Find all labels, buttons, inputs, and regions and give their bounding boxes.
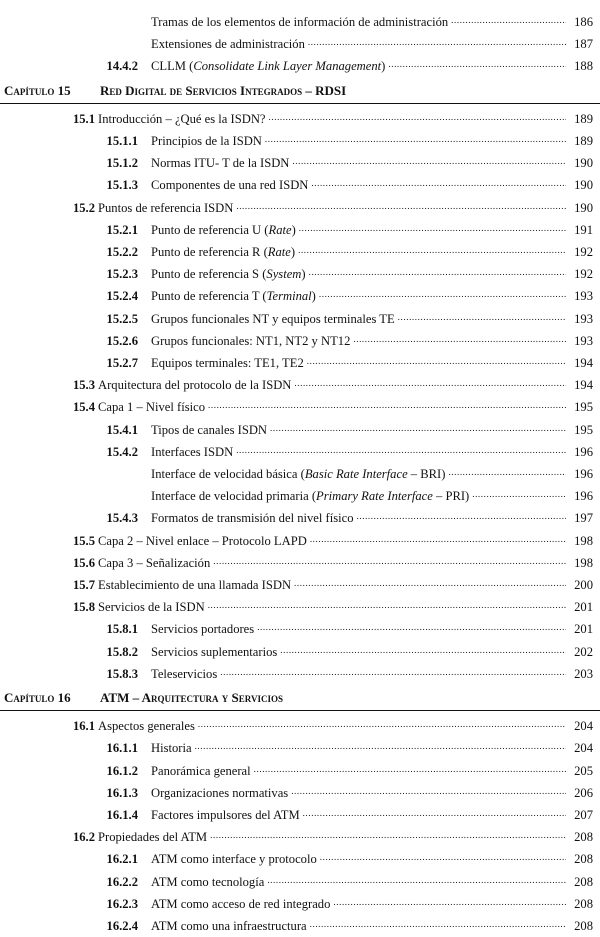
dot-leader	[303, 805, 566, 820]
title-text: – PRI)	[432, 489, 470, 504]
section-title	[151, 267, 306, 282]
toc-entry-line	[151, 667, 593, 682]
page-number: 208	[574, 852, 593, 867]
dot-leader	[213, 553, 566, 568]
section-number: 15.8.3	[106, 666, 138, 681]
toc-entry[interactable]	[0, 897, 600, 915]
section-title: ATM como una infraestructura	[151, 919, 307, 933]
toc-entry[interactable]	[0, 156, 600, 174]
toc-entry[interactable]	[0, 178, 600, 196]
toc-entry[interactable]	[0, 875, 600, 893]
toc-entry[interactable]	[0, 645, 600, 663]
toc-entry[interactable]	[0, 245, 600, 263]
section-number: 15.1.1	[106, 134, 138, 148]
toc-entry-line	[151, 622, 593, 637]
page-number: 195	[574, 400, 593, 415]
page-number: 186	[574, 15, 593, 29]
toc-entry[interactable]	[0, 467, 600, 485]
title-italic: Basic Rate Interface	[304, 467, 408, 481]
toc-entry-line	[151, 59, 593, 74]
page-number: 207	[574, 808, 593, 822]
dot-leader	[308, 34, 566, 49]
title-text: CLLM (	[151, 59, 194, 74]
dot-leader	[236, 198, 566, 213]
toc-entry[interactable]	[0, 223, 600, 241]
toc-entry-line	[151, 178, 593, 193]
toc-entry[interactable]	[0, 334, 600, 352]
dot-leader	[309, 264, 566, 279]
title-text: )	[311, 289, 316, 304]
section-number: 15.8.2	[106, 644, 138, 659]
toc-entry-line	[151, 223, 593, 238]
toc-entry[interactable]	[0, 919, 600, 937]
toc-entry-line	[151, 919, 593, 934]
section-title	[151, 245, 295, 260]
page-number: 201	[574, 600, 593, 615]
page-number: 203	[574, 666, 593, 681]
toc-entry-line	[151, 267, 593, 282]
toc-entry[interactable]	[0, 423, 600, 441]
title-text: )	[301, 267, 306, 282]
section-title: Propiedades del ATM	[98, 830, 208, 845]
toc-entry-line	[98, 534, 593, 549]
section-number: 16.1.4	[106, 808, 138, 822]
section-title: Grupos funcionales: NT1, NT2 y NT12	[151, 333, 351, 348]
section-number: 15.5	[72, 533, 95, 548]
section-number: 15.2.1	[106, 222, 138, 237]
dot-leader	[320, 849, 566, 864]
toc-entry-line	[151, 764, 593, 779]
page-number: 202	[574, 644, 593, 659]
section-number: 15.1.3	[106, 178, 138, 193]
toc-entry-line	[98, 719, 593, 734]
dot-leader	[333, 894, 566, 909]
section-title: Capa 1 – Nivel físico	[98, 400, 206, 415]
page-number: 204	[574, 719, 593, 734]
section-title: Principios de la ISDN	[151, 134, 262, 148]
title-italic: Consolidate Link Layer Management	[193, 59, 382, 74]
page-number: 198	[574, 555, 593, 570]
page-number: 208	[574, 919, 593, 933]
section-title: Grupos funcionales NT y equipos terminales TE	[151, 311, 395, 326]
section-title	[151, 289, 316, 304]
toc-entry-line	[151, 356, 593, 371]
page-number: 201	[574, 622, 593, 637]
chapter-title: ATM – Arquitectura y Servicios	[100, 690, 283, 705]
toc-entry[interactable]	[0, 786, 600, 804]
toc-entry-line	[151, 808, 593, 823]
dot-leader	[269, 109, 566, 124]
section-number: 15.4.1	[106, 422, 138, 437]
section-number: 15.4	[72, 400, 95, 415]
toc-entry[interactable]	[0, 59, 600, 77]
dot-leader	[257, 619, 566, 634]
page-number: 189	[574, 111, 593, 126]
toc-entry-line	[151, 897, 593, 912]
section-title: Tipos de canales ISDN	[151, 422, 268, 437]
toc-entry[interactable]	[0, 356, 600, 374]
section-title: ATM como interface y protocolo	[151, 852, 317, 867]
title-text: )	[291, 222, 296, 237]
toc-entry[interactable]	[0, 719, 600, 737]
section-number: 14.4.2	[106, 59, 138, 74]
section-number: 15.7	[72, 578, 95, 592]
page-number: 190	[574, 200, 593, 215]
page-number: 196	[574, 489, 593, 504]
section-number: 15.2.4	[106, 289, 138, 304]
title-text: Punto de referencia R (	[151, 245, 268, 259]
section-number: 15.1	[72, 111, 95, 126]
toc-entry[interactable]	[0, 667, 600, 685]
section-title: Tramas de los elementos de información de administración	[151, 15, 449, 29]
toc-entry[interactable]	[0, 267, 600, 285]
toc-entry-line	[98, 830, 593, 845]
dot-leader	[291, 783, 566, 798]
dot-leader	[353, 331, 566, 346]
toc-entry-line	[151, 852, 593, 867]
section-number: 15.1.2	[106, 156, 138, 171]
dot-leader	[451, 12, 566, 27]
section-title: Equipos terminales: TE1, TE2	[151, 356, 304, 370]
section-number: 16.1.1	[106, 741, 138, 756]
dot-leader	[307, 353, 566, 368]
page-number: 187	[574, 37, 593, 52]
section-title: Arquitectura del protocolo de la ISDN	[98, 378, 292, 393]
toc-entry[interactable]	[0, 134, 600, 152]
toc-entry-line	[98, 400, 593, 415]
toc-entry-line	[98, 556, 593, 571]
section-title: ATM como tecnología	[151, 874, 265, 889]
page-number: 188	[574, 59, 593, 74]
chapter-heading	[0, 83, 600, 104]
title-italic: Terminal	[266, 289, 312, 304]
toc-entry[interactable]	[0, 445, 600, 463]
toc-entry-line	[151, 156, 593, 171]
toc-entry-line	[151, 489, 593, 504]
dot-leader	[292, 153, 566, 168]
title-italic: System	[266, 267, 302, 282]
dot-leader	[280, 642, 566, 657]
section-number: 15.2	[72, 200, 95, 215]
page-number: 197	[574, 511, 593, 526]
section-number: 16.2.3	[106, 896, 138, 911]
toc-entry[interactable]	[0, 578, 600, 596]
page-number: 191	[574, 222, 593, 237]
section-number: 16.2	[72, 830, 95, 845]
page-number: 195	[574, 422, 593, 437]
section-number: 15.6	[72, 555, 95, 570]
toc-entry[interactable]	[0, 289, 600, 307]
dot-leader	[198, 716, 566, 731]
toc-entry-line	[151, 134, 593, 149]
toc-entry-line	[151, 875, 593, 890]
dot-leader	[254, 761, 566, 776]
section-title	[151, 489, 469, 504]
dot-leader	[294, 375, 566, 390]
section-number: 16.2.4	[106, 919, 138, 933]
toc-entry-line	[151, 511, 593, 526]
dot-leader	[388, 56, 566, 71]
dot-leader	[267, 872, 566, 887]
toc-entry[interactable]	[0, 830, 600, 848]
title-text: Punto de referencia S (	[151, 267, 267, 282]
dot-leader	[220, 664, 566, 679]
toc-entry-line	[151, 312, 593, 327]
section-number: 16.1.2	[106, 763, 138, 778]
section-title: Extensiones de administración	[151, 37, 305, 52]
toc-entry-line	[151, 786, 593, 801]
section-title: Interfaces ISDN	[151, 444, 234, 459]
page-number: 193	[574, 333, 593, 348]
section-title: Servicios suplementarios	[151, 644, 278, 659]
toc-entry[interactable]	[0, 511, 600, 529]
dot-leader	[270, 420, 566, 435]
section-title: Introducción – ¿Qué es la ISDN?	[98, 111, 266, 126]
toc-entry[interactable]	[0, 201, 600, 219]
title-italic: Primary Rate Interface	[316, 489, 433, 504]
toc-entry-line	[151, 423, 593, 438]
section-number: 15.2.5	[106, 311, 138, 326]
page-number: 194	[574, 356, 593, 370]
section-number: 16.2.1	[106, 852, 138, 867]
toc-entry-line	[151, 645, 593, 660]
section-number: 15.4.3	[106, 511, 138, 526]
toc-entry-line	[98, 600, 593, 615]
section-title: ATM como acceso de red integrado	[151, 896, 331, 911]
page-number: 208	[574, 830, 593, 845]
toc-entry[interactable]	[0, 808, 600, 826]
section-title: Aspectos generales	[98, 719, 195, 734]
toc-entry[interactable]	[0, 852, 600, 870]
page-number: 189	[574, 134, 593, 148]
title-text: Interface de velocidad primaria (	[151, 489, 317, 504]
toc-entry[interactable]	[0, 741, 600, 759]
toc-entry-line	[151, 467, 593, 482]
dot-leader	[299, 220, 566, 235]
title-text: Punto de referencia U (	[151, 222, 269, 237]
section-title	[151, 467, 445, 482]
page-number: 194	[574, 378, 593, 393]
toc-entry-line	[98, 578, 593, 593]
title-text: )	[290, 245, 296, 259]
page-number: 208	[574, 874, 593, 889]
toc-entry[interactable]	[0, 378, 600, 396]
title-text: – BRI)	[407, 467, 446, 481]
page-number: 193	[574, 289, 593, 304]
page-number: 198	[574, 533, 593, 548]
page-number: 208	[574, 896, 593, 911]
chapter-title: Red Digital de Servicios Integrados – RDSI	[100, 82, 347, 98]
toc-entry[interactable]	[0, 534, 600, 552]
dot-leader	[472, 486, 566, 501]
section-number: 15.2.6	[106, 333, 138, 348]
toc-entry[interactable]	[0, 312, 600, 330]
page-number: 190	[574, 178, 593, 193]
section-number: 15.8.1	[106, 622, 138, 637]
page-number: 190	[574, 156, 593, 171]
section-title: Capa 2 – Nivel enlace – Protocolo LAPD	[98, 533, 307, 548]
section-number: 15.2.7	[106, 356, 138, 370]
section-number: 16.1	[72, 719, 95, 734]
toc-entry-line	[98, 201, 593, 216]
page-number: 192	[574, 267, 593, 282]
dot-leader	[357, 508, 566, 523]
section-title: Servicios de la ISDN	[98, 600, 205, 615]
chapter-label: Capítulo 15	[4, 82, 71, 98]
dot-leader	[265, 131, 566, 146]
toc-entry[interactable]	[0, 15, 600, 33]
dot-leader	[208, 597, 566, 612]
page-number: 200	[574, 578, 593, 592]
dot-leader	[210, 827, 566, 842]
toc-entry[interactable]	[0, 489, 600, 507]
toc-entry-line	[151, 245, 593, 260]
dot-leader	[398, 309, 566, 324]
section-number: 15.8	[72, 600, 95, 615]
page-number: 196	[574, 467, 593, 481]
page-number: 192	[574, 245, 593, 259]
section-number: 15.2.3	[106, 267, 138, 282]
toc-entry-line	[151, 741, 593, 756]
toc-entry[interactable]	[0, 112, 600, 130]
toc-entry[interactable]	[0, 556, 600, 574]
section-title: Capa 3 – Señalización	[98, 555, 211, 570]
section-number: 16.1.3	[106, 785, 138, 800]
toc-entry-line	[151, 334, 593, 349]
toc-entry-line	[151, 15, 593, 30]
page-number: 204	[574, 741, 593, 756]
dot-leader	[294, 575, 566, 590]
section-title: Puntos de referencia ISDN	[98, 200, 234, 215]
dot-leader	[298, 242, 566, 257]
toc-entry[interactable]	[0, 400, 600, 418]
section-title: Componentes de una red ISDN	[151, 178, 309, 193]
section-title: Organizaciones normativas	[151, 785, 289, 800]
toc-entry[interactable]	[0, 37, 600, 55]
toc-entry-line	[151, 445, 593, 460]
toc-entry-line	[98, 378, 593, 393]
section-title: Factores impulsores del ATM	[151, 808, 300, 822]
section-title: Formatos de transmisión del nivel físico	[151, 511, 354, 526]
dot-leader	[208, 397, 566, 412]
chapter-heading	[0, 690, 600, 711]
toc-entry-line	[151, 289, 593, 304]
title-text: Punto de referencia T (	[151, 289, 267, 304]
section-title	[151, 223, 296, 238]
toc-entry[interactable]	[0, 600, 600, 618]
section-number: 15.3	[72, 378, 95, 393]
section-number: 15.4.2	[106, 444, 138, 459]
section-number: 15.2.2	[106, 245, 138, 259]
page-number: 196	[574, 444, 593, 459]
section-title: Establecimiento de una llamada ISDN	[98, 578, 292, 592]
dot-leader	[195, 738, 566, 753]
section-number: 16.2.2	[106, 874, 138, 889]
dot-leader	[448, 464, 566, 479]
dot-leader	[310, 531, 566, 546]
page-number: 205	[574, 763, 593, 778]
section-title	[151, 59, 385, 74]
chapter-label: Capítulo 16	[4, 690, 71, 705]
page-number: 193	[574, 311, 593, 326]
title-text: Interface de velocidad básica (	[151, 467, 305, 481]
toc-entry-line	[98, 112, 593, 127]
section-title: Panorámica general	[151, 763, 251, 778]
dot-leader	[319, 286, 566, 301]
section-title: Servicios portadores	[151, 622, 255, 637]
title-text: )	[381, 59, 386, 74]
dot-leader	[236, 442, 566, 457]
dot-leader	[310, 916, 566, 931]
section-title: Normas ITU- T de la ISDN	[151, 156, 290, 171]
title-italic: Rate	[268, 222, 292, 237]
toc-entry-line	[151, 37, 593, 52]
section-title: Historia	[151, 741, 192, 756]
page-number: 206	[574, 785, 593, 800]
section-title: Teleservicios	[151, 666, 218, 681]
dot-leader	[311, 175, 566, 190]
toc-entry[interactable]	[0, 622, 600, 640]
toc-entry[interactable]	[0, 764, 600, 782]
title-italic: Rate	[267, 245, 291, 259]
